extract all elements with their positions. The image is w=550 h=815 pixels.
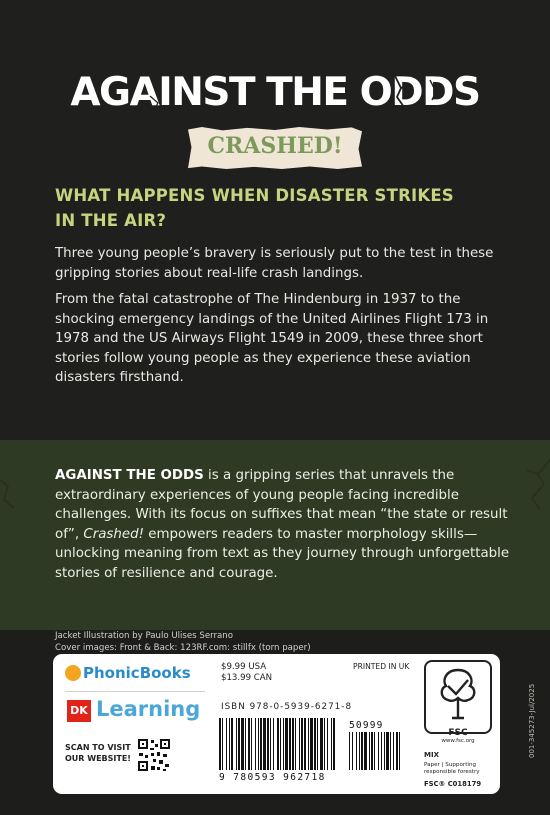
publisher-panel <box>53 654 500 794</box>
crack-decoration <box>0 70 550 130</box>
barcode-supplement: 50999 <box>349 720 384 731</box>
credit-illustration: Jacket Illustration by Paulo Ulises Serrano <box>55 631 234 641</box>
fsc-code: FSC® C018179 <box>424 780 482 788</box>
printed-in: PRINTED IN UK <box>353 662 410 671</box>
scan-text <box>65 742 145 764</box>
scan-line-2: OUR WEBSITE! <box>65 754 131 763</box>
question-line-1: WHAT HAPPENS WHEN DISASTER STRIKES <box>55 186 454 205</box>
fsc-mix: MIX <box>424 751 439 759</box>
intro-paragraph: Three young people’s bravery is seriously put to the test in these gripping stories about real-life crash landings. <box>55 246 494 281</box>
logo-divider <box>65 691 205 692</box>
phonic-books-logo <box>65 664 191 682</box>
series-title: AGAINST THE ODDS <box>70 70 480 115</box>
question-line-2: IN THE AIR? <box>55 211 167 230</box>
dk-logo: DK <box>67 700 91 722</box>
phonic-books-name: PhonicBooks <box>83 664 191 682</box>
image-credits <box>55 630 311 654</box>
story-paragraph: From the fatal catastrophe of The Hindenburg in 1937 to the shocking emergency landings of the United Airlines Flight 173 in 1978 and the US Airways Flight 1549 in 2009, these three short stories follow young people as they experience these aviation disasters firsthand. <box>55 292 489 385</box>
book-title: CRASHED! <box>207 133 343 159</box>
headline-question <box>55 183 515 233</box>
fsc-name: FSC <box>448 728 468 738</box>
series-text-a: is a gripping series that unravels the extraordinary experiences of young people facing incredible challenges. With its focus on suffixes that mean “the state or result of”, <box>55 468 508 542</box>
barcode-number: 9 780593 962718 <box>219 772 326 783</box>
fsc-certification <box>420 654 500 794</box>
series-text-b: empowers readers to master morphology skills—unlocking meaning from text as they journey through unforgettable stories of resilience and courage. <box>55 526 510 581</box>
learning-logo: Learning <box>96 697 201 721</box>
price-can: $13.99 CAN <box>221 673 273 683</box>
credit-images: Cover images: Front & Back: 123RF.com: stillfx (torn paper) <box>55 643 311 653</box>
phonic-books-icon <box>65 665 81 681</box>
spine-code: 001-345273-Jul/2025 <box>528 683 536 758</box>
series-description <box>55 466 515 583</box>
price-block <box>221 662 272 684</box>
fsc-description: Paper | Supporting responsible forestry <box>424 762 480 775</box>
qr-code-icon <box>137 738 171 772</box>
scan-line-1: SCAN TO VISIT <box>65 743 131 752</box>
fsc-url: www.fsc.org <box>441 738 475 744</box>
series-name: AGAINST THE ODDS <box>55 468 204 483</box>
tree-check-icon <box>426 662 490 728</box>
isbn: ISBN 978-0-5939-6271-8 <box>221 702 353 712</box>
price-usa: $9.99 USA <box>221 662 267 672</box>
series-book-title: Crashed! <box>83 526 144 542</box>
fsc-logo <box>424 660 492 734</box>
